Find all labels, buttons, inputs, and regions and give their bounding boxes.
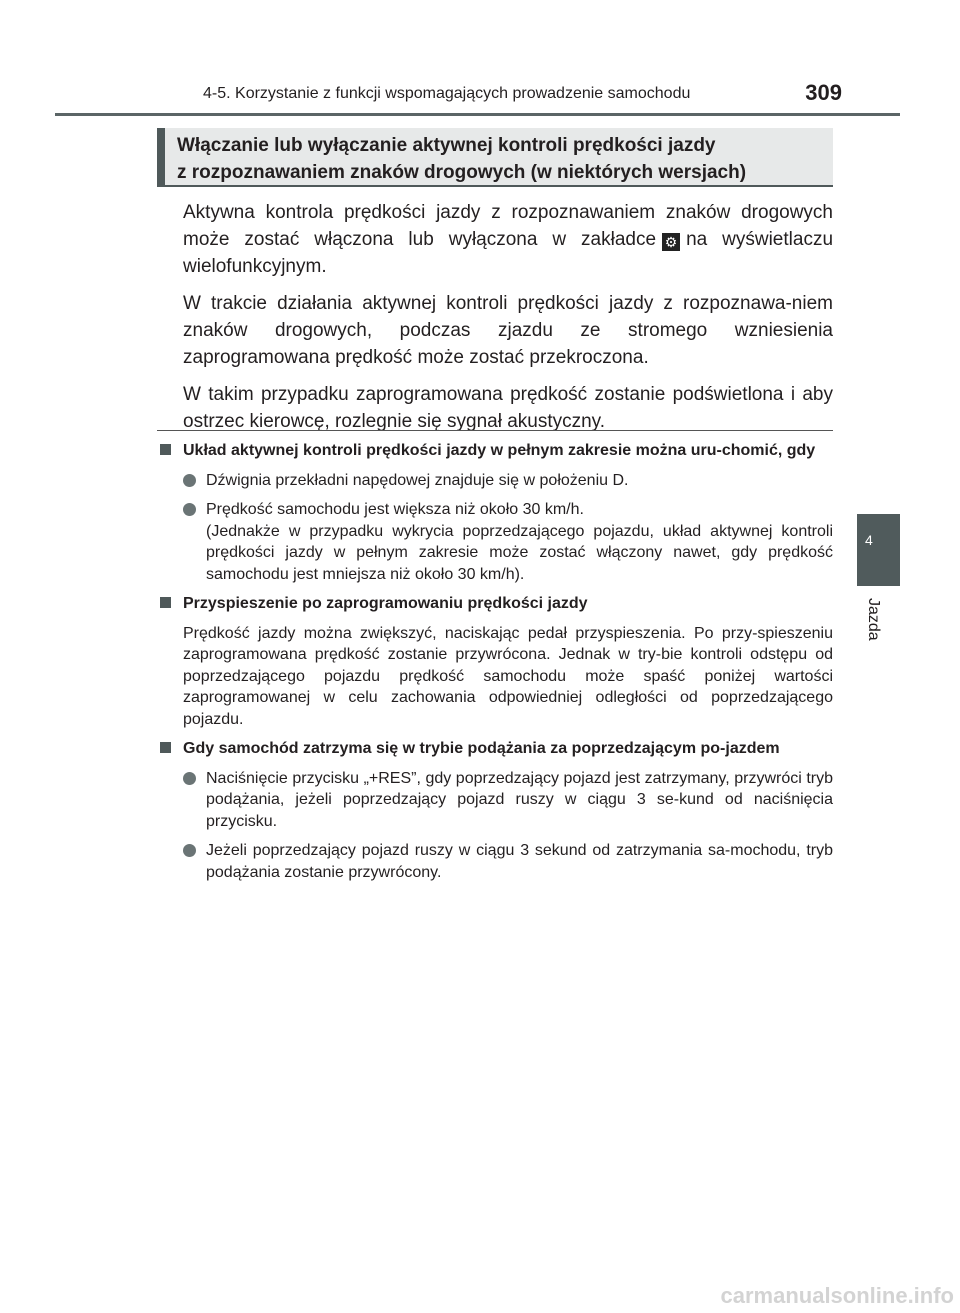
gear-icon: ⚙ [662,233,680,251]
divider [157,430,833,431]
note-heading [160,593,833,615]
circle-bullet-icon [183,844,196,857]
square-bullet-icon [160,742,171,753]
notes [160,440,833,891]
section-heading [157,128,833,187]
square-bullet-icon [160,597,171,608]
chapter-tab [857,514,900,586]
chapter-label [860,598,890,648]
page-header [55,80,900,116]
note-heading [160,738,833,760]
text: Gdy samochód zatrzyma się w trybie podążania za poprzedzającym po-jazdem [183,740,780,757]
page-number: 309 [805,80,842,105]
heading-line: z rozpoznawaniem znaków drogowych (w niektórych wersjach) [177,162,747,183]
note-heading [160,440,833,462]
section-title: 4-5. Korzystanie z funkcji wspomagających prowadzenie samochodu [203,85,691,102]
intro-text [183,199,833,445]
square-bullet-icon [160,444,171,455]
watermark: carmanualsonline.info [720,1283,954,1308]
note-text: Prędkość jazdy można zwiększyć, naciskając pedał przyspieszenia. Po przy-spieszeniu zaprogramowana prędkość zostanie przywrócona. Jednak w try-bie kontroli odstępu od poprzedzającego pojazdu prędkość samochodu może spaść poniżej wartości zaprogramowanej w celu zachowania odpowiedniej odległości od poprzedzającego pojazdu. [183,624,833,728]
paragraph: W trakcie działania aktywnej kontroli prędkości jazdy z rozpoznawa-niem znaków drogowych, podczas zjazdu ze stromego wzniesienia zaprogramowana prędkość może zostać przekroczona. [183,293,833,368]
bullet-item [160,470,833,492]
text: Układ aktywnej kontroli prędkości jazdy w pełnym zakresie można uru-chomić, gdy [183,442,816,459]
text: Aktywna kontrola prędkości jazdy z rozpoznawaniem znaków drogowych może zostać włączona lub wyłączona w zakładce [183,202,833,250]
chapter-number: 4 [865,532,873,548]
circle-bullet-icon [183,503,196,516]
bullet-item [160,768,833,833]
text: Jazda [865,598,882,641]
paragraph: W takim przypadku zaprogramowana prędkość zostanie podświetlona i aby ostrzec kierowcę, rozlegnie się sygnał akustyczny. [183,384,833,432]
bullet-item [160,499,833,585]
bullet-item [160,840,833,883]
heading-line: Włączanie lub wyłączanie aktywnej kontroli prędkości jazdy [177,135,716,156]
text: Jeżeli poprzedzający pojazd ruszy w ciągu 3 sekund od zatrzymania sa-mochodu, tryb podążania zostanie przywrócony. [206,842,833,881]
text: na wyświetlaczu wielofunkcyjnym. [183,229,834,277]
circle-bullet-icon [183,772,196,785]
text: Naciśnięcie przycisku „+RES”, gdy poprzedzający pojazd jest zatrzymany, przywróci tryb podążania, jeżeli poprzedzający pojazd ruszy w ciągu 3 se-kund od naciśnięcia przycisku. [206,769,833,830]
text: Przyspieszenie po zaprogramowaniu prędkości jazdy [183,595,588,612]
circle-bullet-icon [183,474,196,487]
text: Prędkość samochodu jest większa niż około 30 km/h. (Jednakże w przypadku wykrycia poprzedzającego pojazdu, układ aktywnej kontroli prędkości jazdy w pełnym zakresie może zostać włączony nawet, gdy prędkość samochodu jest mniejsza niż około 30 km/h). [206,501,833,583]
text: Dźwignia przekładni napędowej znajduje się w położeniu D. [206,471,629,489]
paragraph [183,199,833,280]
